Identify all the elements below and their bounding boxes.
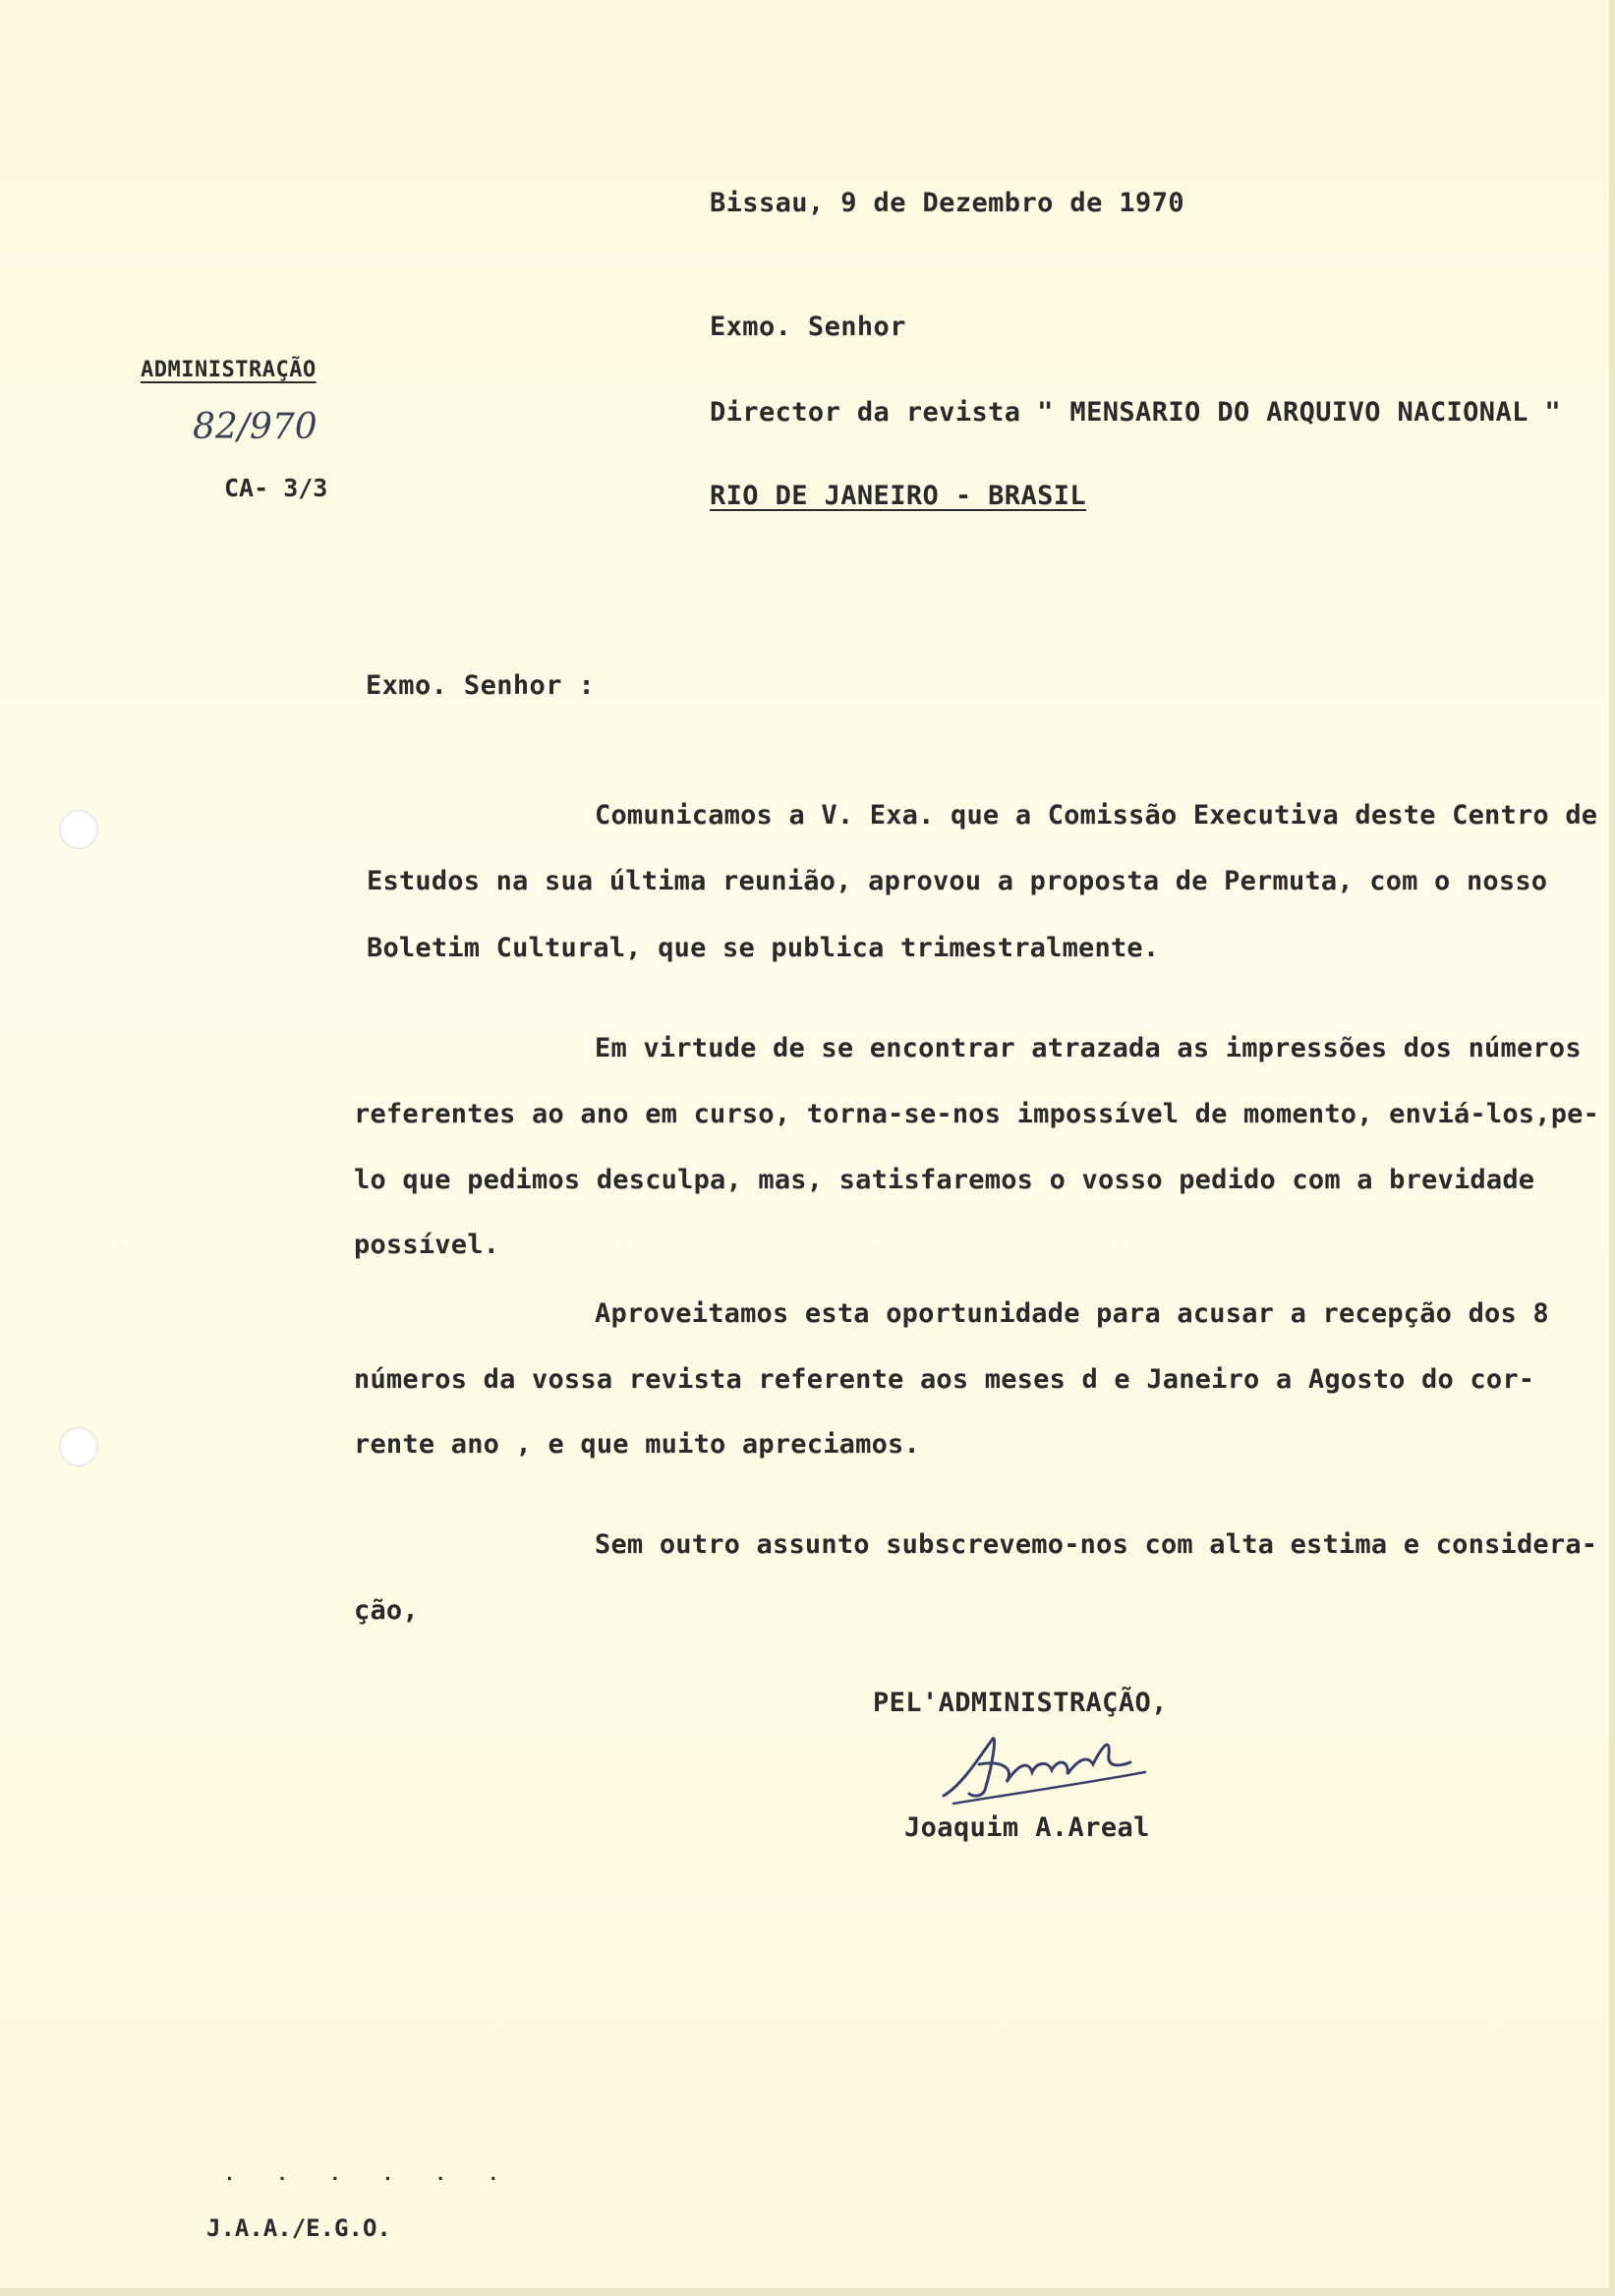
recipient-city: RIO DE JANEIRO - BRASIL <box>710 481 1087 511</box>
body-line: Aproveitamos esta oportunidade para acusar a recepção dos 8 <box>595 1298 1549 1329</box>
handwritten-signature <box>934 1725 1155 1813</box>
page-edge-bottom <box>0 2288 1615 2296</box>
body-line: Boletim Cultural, que se publica trimestralmente. <box>367 933 1160 963</box>
body-line: lo que pedimos desculpa, mas, satisfaremos o vosso pedido com a brevidade <box>354 1165 1535 1195</box>
recipient-salutation: Exmo. Senhor <box>710 312 906 342</box>
page-edge-right <box>1609 0 1615 2296</box>
body-line: ção, <box>354 1595 419 1626</box>
body-line: Comunicamos a V. Exa. que a Comissão Executiva deste Centro de <box>595 800 1598 831</box>
letter-greeting: Exmo. Senhor : <box>366 670 596 701</box>
body-line: Sem outro assunto subscrevemo-nos com alta estima e considera- <box>595 1529 1598 1560</box>
reference-code: CA- 3/3 <box>224 474 328 502</box>
body-line: possível. <box>354 1230 500 1260</box>
typist-initials: J.A.A./E.G.O. <box>206 2214 391 2242</box>
department-label: ADMINISTRAÇÃO <box>141 358 317 382</box>
body-line: números da vossa revista referente aos meses d e Janeiro a Agosto do cor- <box>354 1364 1535 1395</box>
punch-hole-upper <box>59 810 98 849</box>
body-line: Em virtude de se encontrar atrazada as impressões dos números <box>595 1033 1582 1063</box>
signer-name: Joaquim A.Areal <box>904 1812 1150 1843</box>
footer-dots: . . . . . . <box>224 2164 515 2185</box>
punch-hole-lower <box>59 1427 98 1466</box>
body-line: rente ano , e que muito apreciamos. <box>354 1429 920 1460</box>
letter-date: Bissau, 9 de Dezembro de 1970 <box>710 188 1185 218</box>
body-line: referentes ao ano em curso, torna-se-nos impossível de momento, enviá-los,pe- <box>354 1099 1600 1129</box>
handwritten-reference-number: 82/970 <box>193 407 317 447</box>
closing-line: PEL'ADMINISTRAÇÃO, <box>873 1688 1168 1718</box>
body-line: Estudos na sua última reunião, aprovou a proposta de Permuta, com o nosso <box>367 866 1548 896</box>
recipient-title: Director da revista " MENSARIO DO ARQUIVO NACIONAL " <box>710 397 1562 428</box>
